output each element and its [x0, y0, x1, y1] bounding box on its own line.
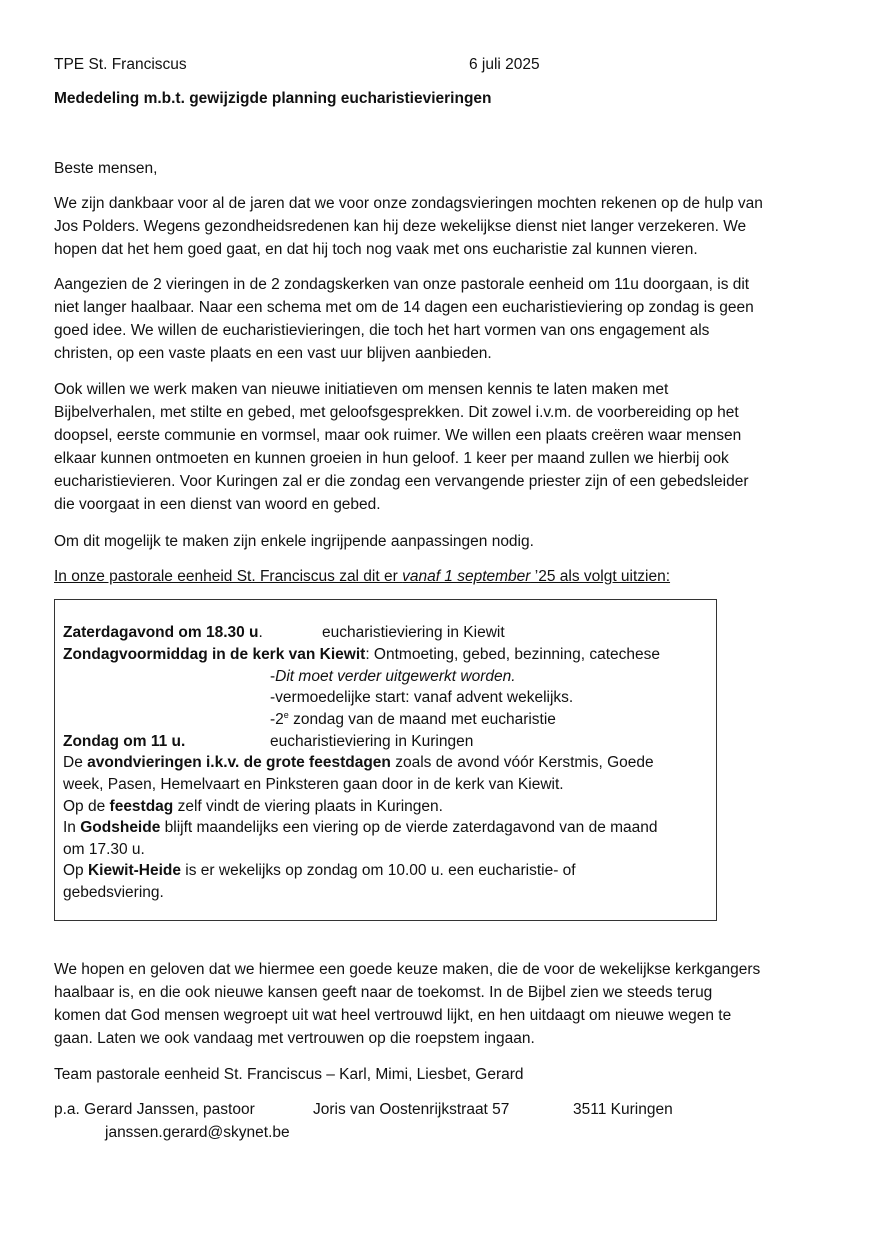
feast-text: zelf vindt de viering plaats in Kuringen. — [173, 798, 443, 815]
kiewit-heide-bold: Kiewit-Heide — [87, 862, 181, 879]
sub-item-3-text: zondag van de maand met eucharistie — [288, 711, 556, 728]
sub-item-3-prefix: -2 — [270, 711, 284, 728]
paragraph-line: komen dat God mensen wegroept uit wat heel vertrouwd lijkt, en hen uitdaagt om nieuwe wegen te — [54, 1007, 732, 1024]
paragraph-4 — [54, 530, 824, 553]
paragraph-line: haalbaar is, en die ook nieuwe kansen geeft naar de toekomst. In de Bijbel zien we steeds terug — [54, 984, 713, 1001]
paragraph-1 — [54, 192, 824, 261]
schedule-box — [54, 599, 717, 921]
paragraph-line: die voorgaat in een dienst van woord en gebed. — [54, 496, 381, 513]
evening-bold: avondvieringen i.k.v. de grote feestdagen — [87, 754, 391, 771]
sub-item-3-superscript: e — [283, 709, 289, 720]
paragraph-3 — [54, 378, 824, 516]
closing-paragraph — [54, 958, 824, 1050]
godsheide-line-2: om 17.30 u. — [63, 841, 145, 858]
greeting: Beste mensen, — [54, 160, 158, 177]
paragraph-line: Aangezien de 2 vieringen in de 2 zondagskerken van onze pastorale eenheid om 11u doorgaan, is dit — [54, 276, 750, 293]
paragraph-line: Ook willen we werk maken van nieuwe initiatieven om mensen kennis te laten maken met — [54, 381, 669, 398]
organization-name: TPE St. Franciscus — [54, 56, 187, 73]
sunday-label: Zondag om 11 u. — [63, 733, 186, 750]
paragraph-line: eucharistievieren. Voor Kuringen zal er die zondag een vervangende priester zijn of een gebedsleider — [54, 473, 749, 490]
contact-name: p.a. Gerard Janssen, pastoor — [54, 1101, 255, 1118]
paragraph-line: We zijn dankbaar voor al de jaren dat we voor onze zondagsvieringen mochten rekenen op de hulp van — [54, 195, 763, 212]
kiewit-heide-text: is er wekelijks op zondag om 10.00 u. een eucharistie- of — [181, 862, 576, 879]
paragraph-line: Bijbelverhalen, met stilte en gebed, met geloofsgesprekken. Dit zowel i.v.m. de voorbereiding op het — [54, 404, 739, 421]
sub-item-2: -vermoedelijke start: vanaf advent wekelijks. — [270, 689, 574, 706]
schedule-intro — [54, 565, 670, 588]
evening-services-line-2: week, Pasen, Hemelvaart en Pinksteren gaan door in de kerk van Kiewit. — [63, 776, 564, 793]
paragraph-line: Jos Polders. Wegens gezondheidsredenen kan hij deze wekelijkse dienst niet langer verzekeren. We — [54, 218, 747, 235]
feast-prefix: Op de — [63, 798, 110, 815]
team-signature: Team pastorale eenheid St. Franciscus – Karl, Mimi, Liesbet, Gerard — [54, 1066, 524, 1083]
kiewit-heide-line-2: gebedsviering. — [63, 884, 164, 901]
contact-city: 3511 Kuringen — [573, 1101, 673, 1118]
paragraph-2 — [54, 273, 824, 365]
godsheide-line — [63, 816, 658, 839]
feast-bold: feestdag — [109, 798, 174, 815]
letter-subject: Mededeling m.b.t. gewijzigde planning eucharistievieringen — [54, 90, 492, 107]
paragraph-line: elkaar kunnen ontmoeten en kunnen groeien in hun geloof. 1 keer per maand zullen we hierbij ook — [54, 450, 729, 467]
letter-date: 6 juli 2025 — [469, 56, 540, 73]
sunday-morning-label: Zondagvoormiddag in de kerk van Kiewit — [63, 646, 366, 663]
sunday-description: eucharistieviering in Kuringen — [270, 733, 474, 750]
kiewit-heide-line — [63, 859, 576, 882]
godsheide-text: blijft maandelijks een viering op de vierde zaterdagavond van de maand — [160, 819, 658, 836]
sub-item-3 — [270, 708, 556, 731]
paragraph-line: We hopen en geloven dat we hiermee een goede keuze maken, die de voor de wekelijkse kerkgangers — [54, 961, 761, 978]
godsheide-prefix: In — [63, 819, 81, 836]
sunday-morning-line — [63, 643, 660, 666]
feast-day-line — [63, 795, 443, 818]
godsheide-bold: Godsheide — [80, 819, 161, 836]
paragraph-line: hopen dat het hem goed gaat, en dat hij toch nog vaak met ons eucharistie zal kunnen vieren. — [54, 241, 698, 258]
evening-text: zoals de avond vóór Kerstmis, Goede — [390, 754, 654, 771]
contact-email: janssen.gerard@skynet.be — [105, 1124, 290, 1141]
paragraph-line: gaan. Laten we ook vandaag met vertrouwen op die roepstem ingaan. — [54, 1030, 535, 1047]
contact-street: Joris van Oostenrijkstraat 57 — [313, 1101, 510, 1118]
paragraph-line: doopsel, eerste communie en vormsel, maar ook ruimer. We willen een plaats creëren waar mensen — [54, 427, 742, 444]
sub-item-1-text: Dit moet verder uitgewerkt worden. — [275, 668, 516, 685]
sub-item-1 — [270, 665, 516, 688]
kiewit-heide-prefix: Op — [63, 862, 88, 879]
paragraph-line: christen, op een vaste plaats en een vast uur blijven aanbieden. — [54, 345, 492, 362]
intro-start-date: vanaf 1 september — [402, 568, 531, 585]
saturday-label: Zaterdagavond om 18.30 u — [63, 624, 259, 641]
sub-item-dash: - — [270, 668, 276, 685]
paragraph-line: goed idee. We willen de eucharistievieringen, die toch het hart vormen van ons engagement als — [54, 322, 710, 339]
intro-text-end: ’25 als volgt uitzien: — [530, 568, 671, 585]
paragraph-line: niet langer haalbaar. Naar een schema met om de 14 dagen een eucharistieviering op zondag is geen — [54, 299, 754, 316]
intro-text: In onze pastorale eenheid St. Franciscus zal dit er — [54, 568, 403, 585]
paragraph-line: Om dit mogelijk te maken zijn enkele ingrijpende aanpassingen nodig. — [54, 533, 534, 550]
saturday-description: eucharistieviering in Kiewit — [322, 624, 505, 641]
evening-services-line — [63, 751, 654, 774]
evening-prefix: De — [63, 754, 88, 771]
sunday-morning-description: : Ontmoeting, gebed, bezinning, catechese — [365, 646, 661, 663]
saturday-dot: . — [258, 624, 263, 641]
saturday-line — [63, 621, 263, 644]
